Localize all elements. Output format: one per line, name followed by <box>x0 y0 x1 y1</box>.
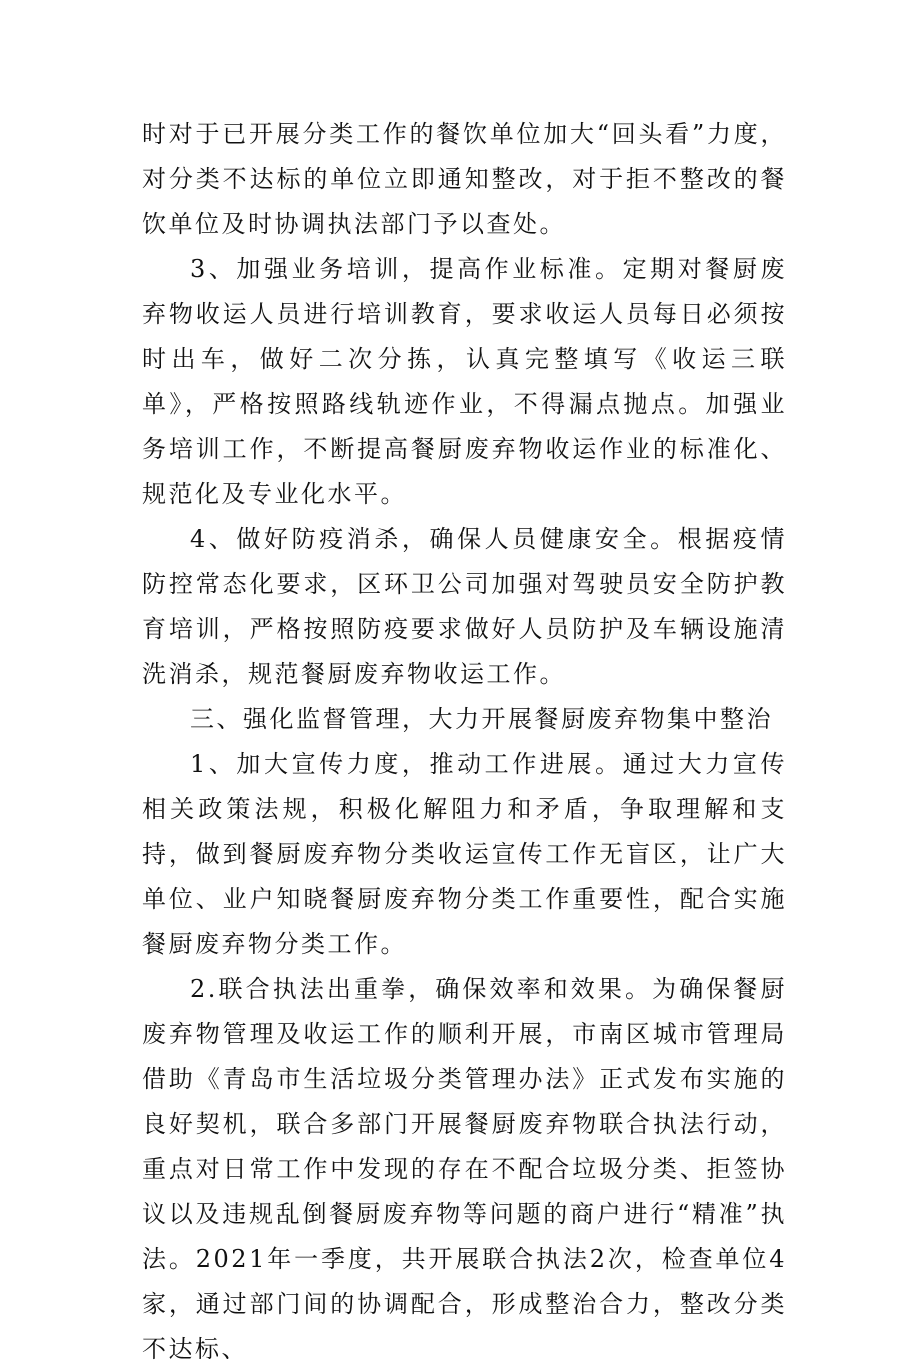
paragraph-sub-1: 1、加大宣传力度，推动工作进展。通过大力宣传相关政策法规，积极化解阻力和矛盾，争取理解和支持，做到餐厨废弃物分类收运宣传工作无盲区，让广大单位、业户知晓餐厨废弃物分类工作重要性，配合实施餐厨废弃物分类工作。 <box>142 750 787 958</box>
paragraph-sub-2: 2.联合执法出重拳，确保效率和效果。为确保餐厨废弃物管理及收运工作的顺利开展，市南区城市管理局借助《青岛市生活垃圾分类管理办法》正式发布实施的良好契机，联合多部门开展餐厨废弃物联合执法行动，重点对日常工作中发现的存在不配合垃圾分类、拒签协议以及违规乱倒餐厨废弃物等问题的商户进行“精准”执法。2021年一季度，共开展联合执法2次，检查单位4家，通过部门间的协调配合，形成整治合力，整改分类不达标、 <box>142 975 787 1363</box>
document-body <box>142 112 787 1372</box>
paragraph-item-3: 3、加强业务培训，提高作业标准。定期对餐厨废弃物收运人员进行培训教育，要求收运人员每日必须按时出车，做好二次分拣，认真完整填写《收运三联单》，严格按照路线轨迹作业，不得漏点抛点。加强业务培训工作，不断提高餐厨废弃物收运作业的标准化、规范化及专业化水平。 <box>142 255 787 508</box>
paragraph-item-4: 4、做好防疫消杀，确保人员健康安全。根据疫情防控常态化要求，区环卫公司加强对驾驶员安全防护教育培训，严格按照防疫要求做好人员防护及车辆设施清洗消杀，规范餐厨废弃物收运工作。 <box>142 525 787 688</box>
section-heading-3: 三、强化监督管理，大力开展餐厨废弃物集中整治 <box>190 705 773 733</box>
paragraph-continuation: 时对于已开展分类工作的餐饮单位加大“回头看”力度，对分类不达标的单位立即通知整改，对于拒不整改的餐饮单位及时协调执法部门予以查处。 <box>142 120 787 238</box>
